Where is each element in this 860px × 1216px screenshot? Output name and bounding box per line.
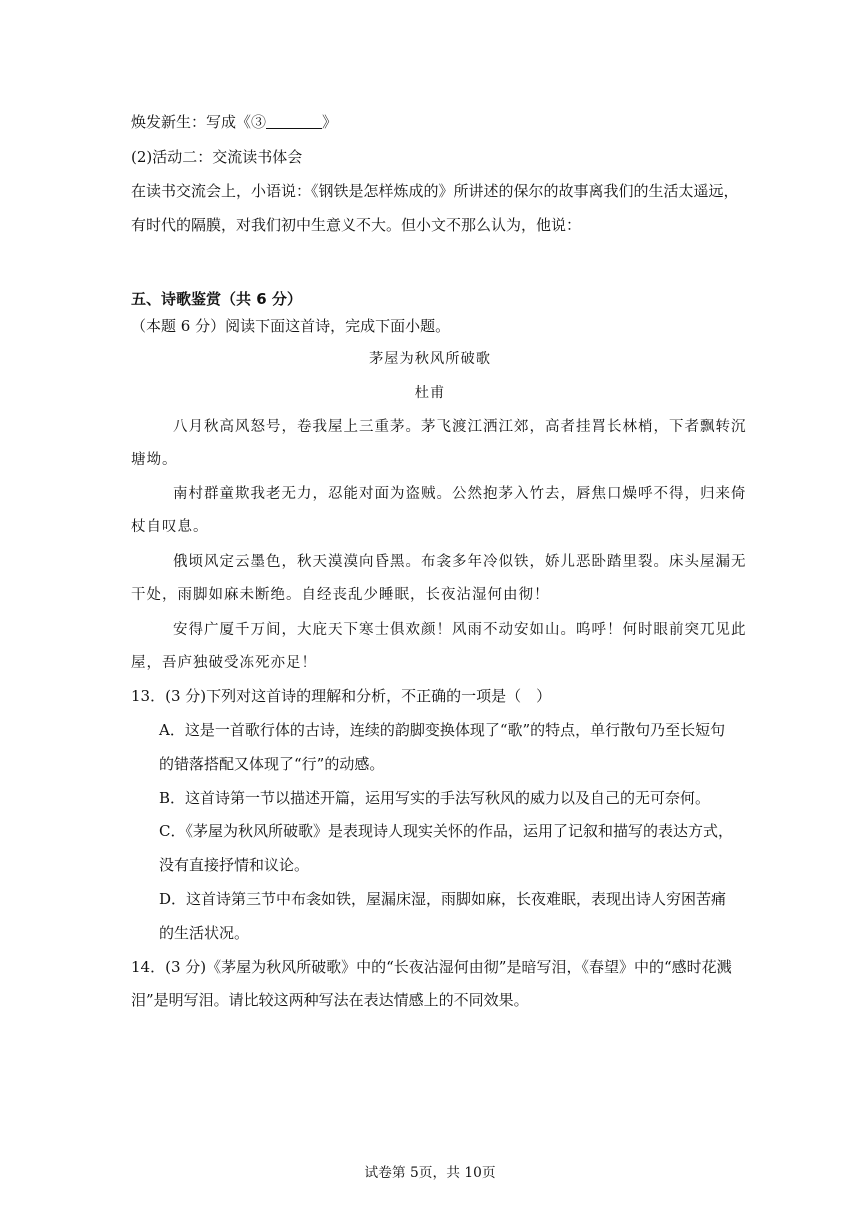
poem-line: 塘坳。 (131, 452, 178, 468)
option-a-cont: 的错落搭配又体现了“行”的动感。 (159, 755, 385, 773)
option-a[interactable]: A．这是一首歌行体的古诗，连续的韵脚变换体现了“歌”的特点，单行散句乃至长短句 (159, 721, 726, 739)
option-d-cont: 的生活状况。 (159, 924, 250, 942)
page-footer: 试卷第 5页，共 10页 (364, 1165, 496, 1181)
paragraph-line: 有时代的隔膜，对我们初中生意义不大。但小文不那么认为，他说： (131, 216, 582, 234)
poem-line: 八月秋高风怒号，卷我屋上三重茅。茅飞渡江洒江郊，高者挂罥长林梢，下者飘转沉 (173, 419, 747, 435)
poem-line: 干处，雨脚如麻未断绝。自经丧乱少睡眠，长夜沾湿何由彻！ (131, 587, 550, 603)
section-heading: 五、诗歌鉴赏（共 6 分） (131, 290, 302, 308)
question-14-line: 泪”是明写泪。请比较这两种写法在表达情感上的不同效果。 (131, 991, 529, 1009)
option-b[interactable]: B．这首诗第一节以描述开篇，运用写实的手法写秋风的威力以及自己的无可奈何。 (159, 789, 711, 807)
poem-line: 杖自叹息。 (131, 519, 209, 535)
poem-title: 茅屋为秋风所破歌 (369, 351, 491, 367)
option-c-cont: 没有直接抒情和议论。 (159, 856, 310, 874)
poem-line: 南村群童欺我老无力，忍能对面为盗贼。公然抱茅入竹去，唇焦口燥呼不得，归来倚 (173, 486, 747, 502)
question-13-stem: 13．(3 分)下列对这首诗的理解和分析，不正确的一项是（ ） (131, 687, 552, 705)
poem-author: 杜甫 (414, 385, 446, 401)
poem-line: 屋，吾庐独破受冻死亦足！ (131, 655, 317, 671)
answer-blank[interactable] (266, 114, 322, 129)
activity-heading: (2)活动二：交流读书体会 (131, 148, 303, 166)
option-d[interactable]: D．这首诗第三节中布衾如铁，屋漏床湿，雨脚如麻，长夜难眠，表现出诗人穷困苦痛 (159, 890, 727, 908)
question-intro: （本题 6 分）阅读下面这首诗，完成下面小题。 (131, 317, 451, 335)
paragraph-line: 在读书交流会上，小语说：《钢铁是怎样炼成的》所讲述的保尔的故事离我们的生活太遥远， (131, 182, 739, 200)
fill-blank-line: 焕发新生：写成《③ 》 (131, 113, 338, 131)
question-14-line: 14．(3 分)《茅屋为秋风所破歌》中的“长夜沾湿何由彻”是暗写泪，《春望》中的“感时花溅 (131, 958, 732, 976)
poem-line: 安得广厦千万间，大庇天下寒士俱欢颜！风雨不动安如山。呜呼！何时眼前突兀见此 (173, 622, 747, 638)
option-c[interactable]: C．《茅屋为秋风所破歌》是表现诗人现实关怀的作品，运用了记叙和描写的表达方式， (159, 822, 733, 840)
poem-line: 俄顷风定云墨色，秋天漠漠向昏黑。布衾多年冷似铁，娇儿恶卧踏里裂。床头屋漏无 (173, 554, 747, 570)
